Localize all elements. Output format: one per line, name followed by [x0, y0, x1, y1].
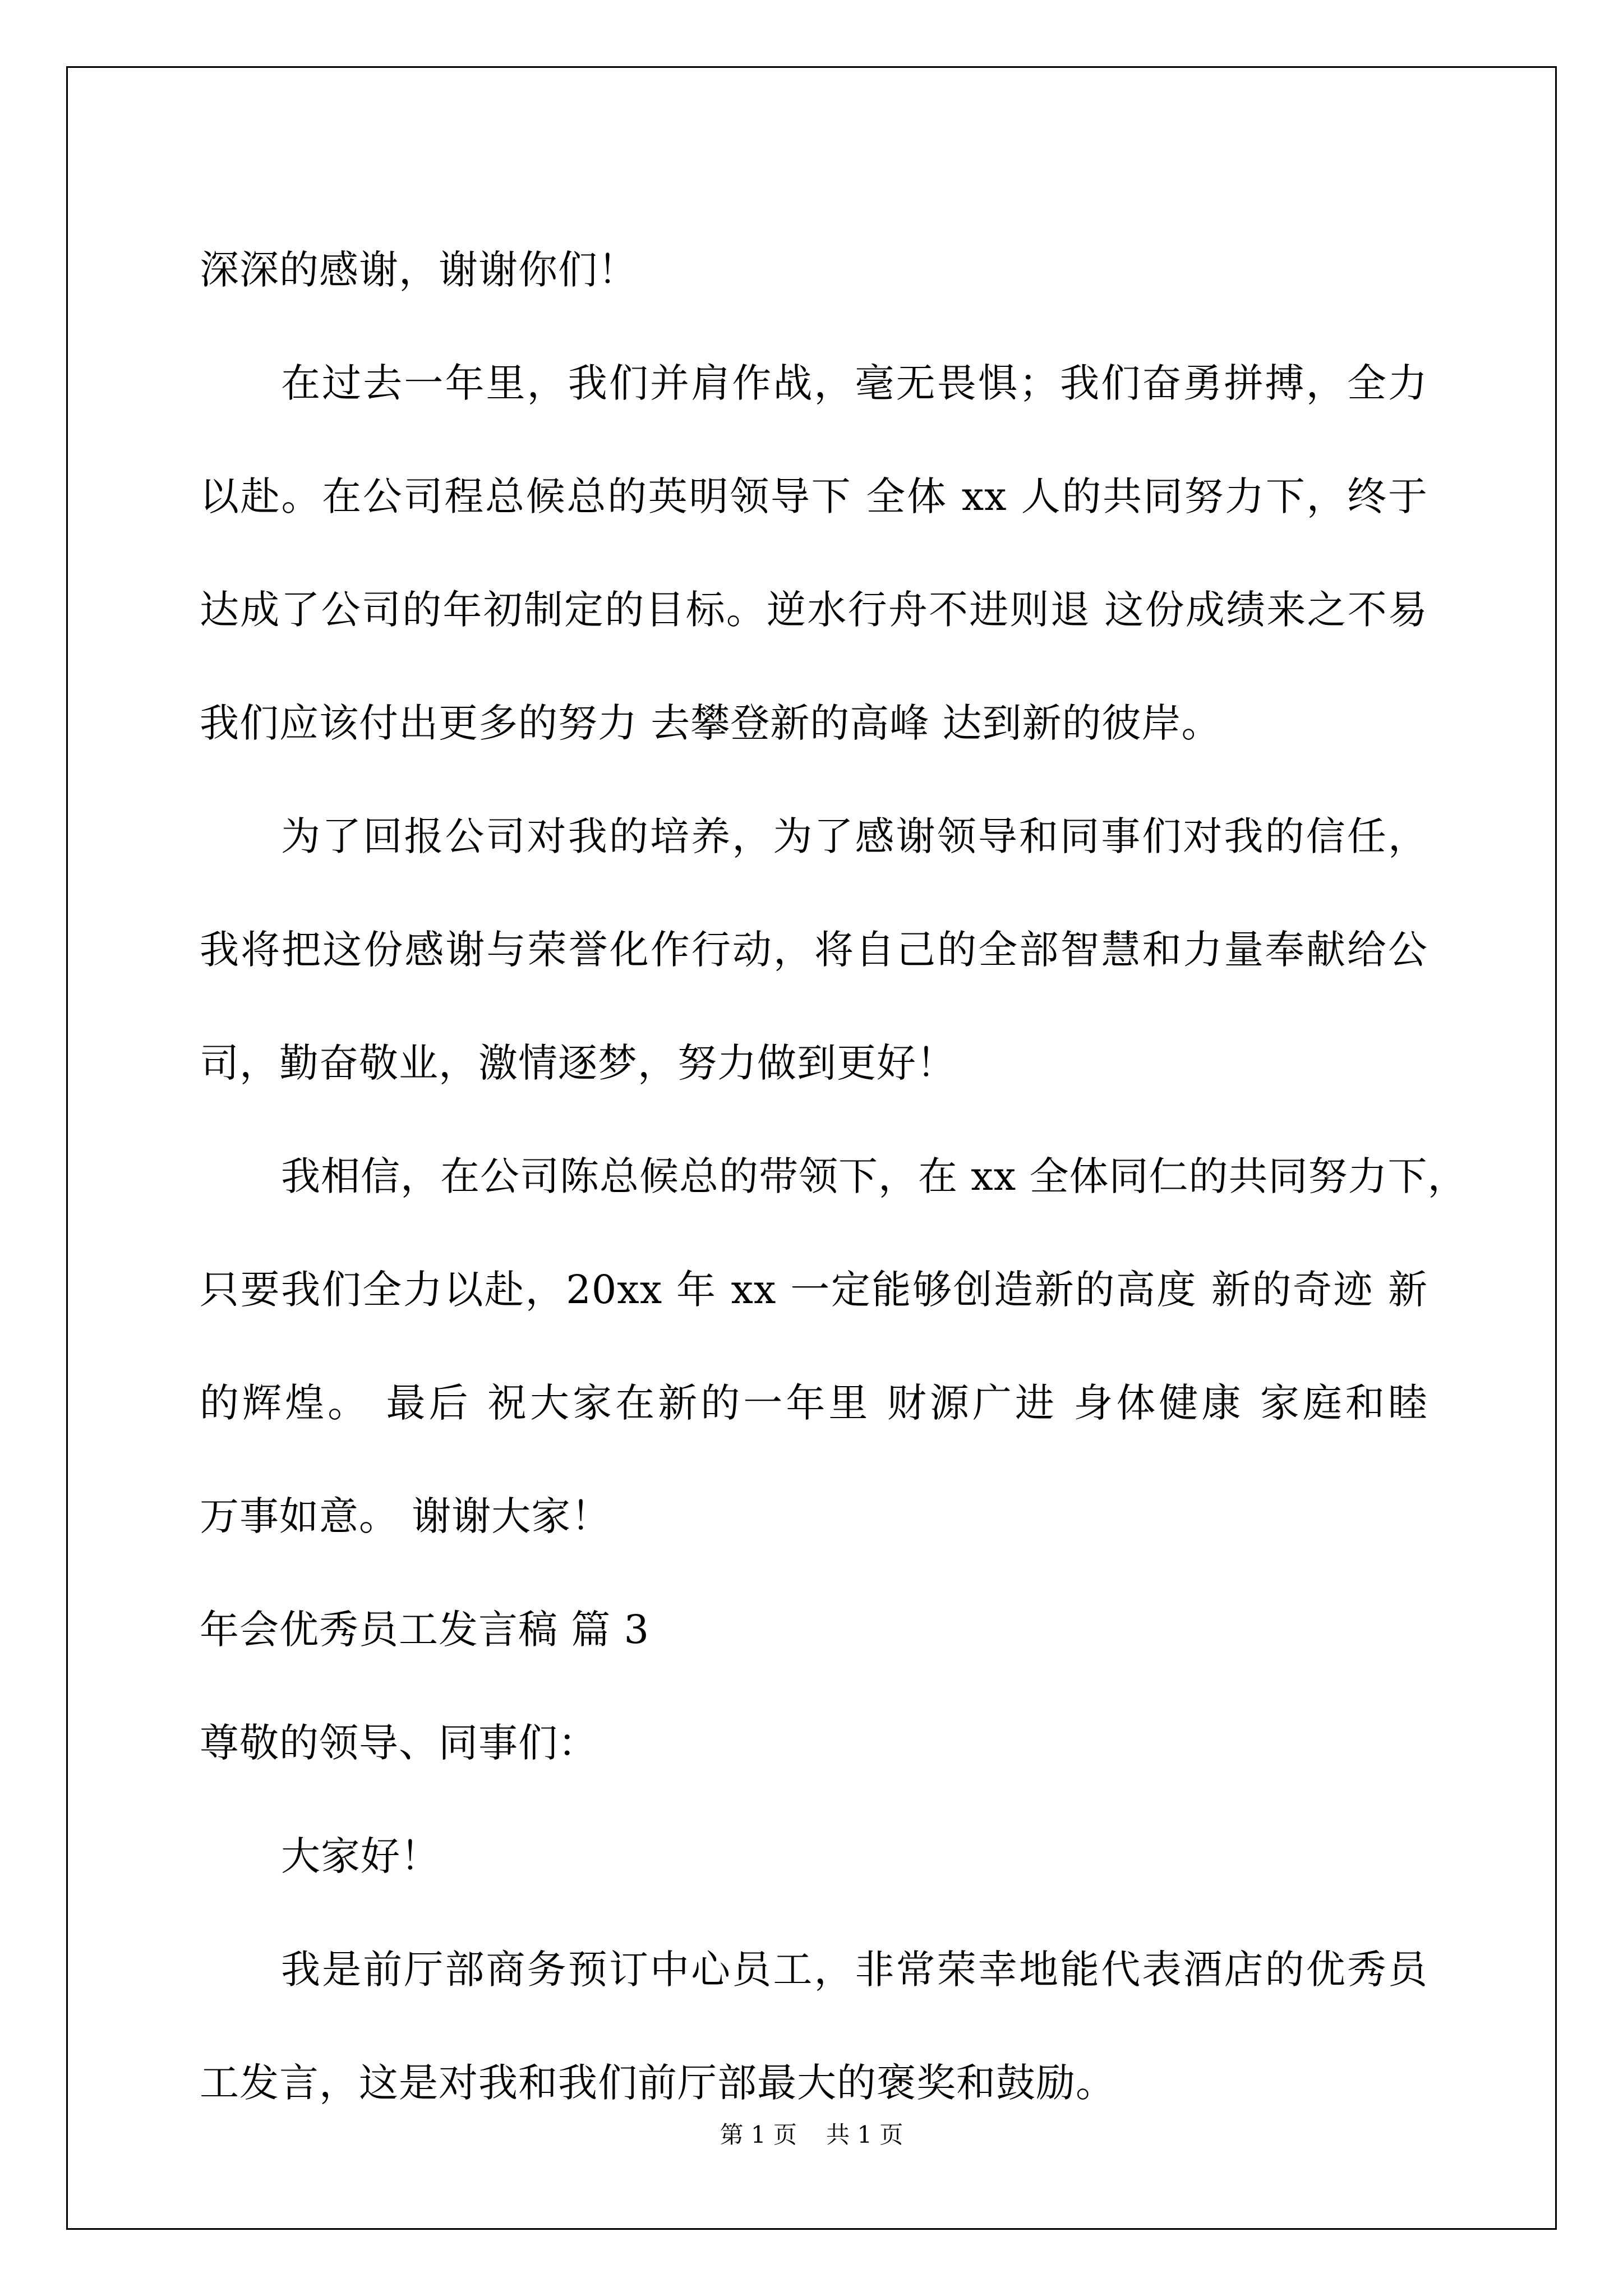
greeting: 大家好！	[281, 1833, 440, 1879]
paragraph-line: 工发言，这是对我和我们前厅部最大的褒奖和鼓励。	[200, 2060, 1115, 2106]
salutation: 尊敬的领导、同事们：	[200, 1720, 598, 1766]
paragraph-line: 只要我们全力以赴，20xx 年 xx 一定能够创造新的高度 新的奇迹 新	[200, 1267, 1428, 1313]
paragraph-line: 我相信，在公司陈总候总的带领下，在 xx 全体同仁的共同努力下，	[281, 1153, 1468, 1199]
paragraph-line: 我将把这份感谢与荣誉化作行动，将自己的全部智慧和力量奉献给公	[200, 927, 1428, 973]
paragraph-line: 我们应该付出更多的努力 去攀登新的高峰 达到新的彼岸。	[200, 700, 1221, 746]
paragraph-line: 在过去一年里，我们并肩作战，毫无畏惧；我们奋勇拼搏，全力	[281, 360, 1428, 406]
page-total: 共 1 页	[826, 2121, 903, 2148]
paragraph-line: 达成了公司的年初制定的目标。逆水行舟不进则退 这份成绩来之不易	[200, 587, 1428, 633]
paragraph-line: 深深的感谢，谢谢你们！	[200, 247, 638, 293]
paragraph-line: 为了回报公司对我的培养，为了感谢领导和同事们对我的信任，	[281, 813, 1428, 859]
paragraph-line: 万事如意。 谢谢大家！	[200, 1493, 611, 1539]
paragraph-line: 我是前厅部商务预订中心员工，非常荣幸地能代表酒店的优秀员	[281, 1947, 1428, 1993]
paragraph-line: 以赴。在公司程总候总的英明领导下 全体 xx 人的共同努力下，终于	[200, 473, 1428, 519]
paragraph-line: 司，勤奋敬业，激情逐梦，努力做到更好！	[200, 1040, 956, 1086]
page-footer	[0, 2118, 1623, 2152]
section-heading: 年会优秀员工发言稿 篇 3	[200, 1607, 650, 1653]
document-body	[200, 213, 1468, 2139]
page-number: 第 1 页	[720, 2121, 797, 2148]
paragraph-line: 的辉煌。 最后 祝大家在新的一年里 财源广进 身体健康 家庭和睦	[200, 1380, 1428, 1426]
